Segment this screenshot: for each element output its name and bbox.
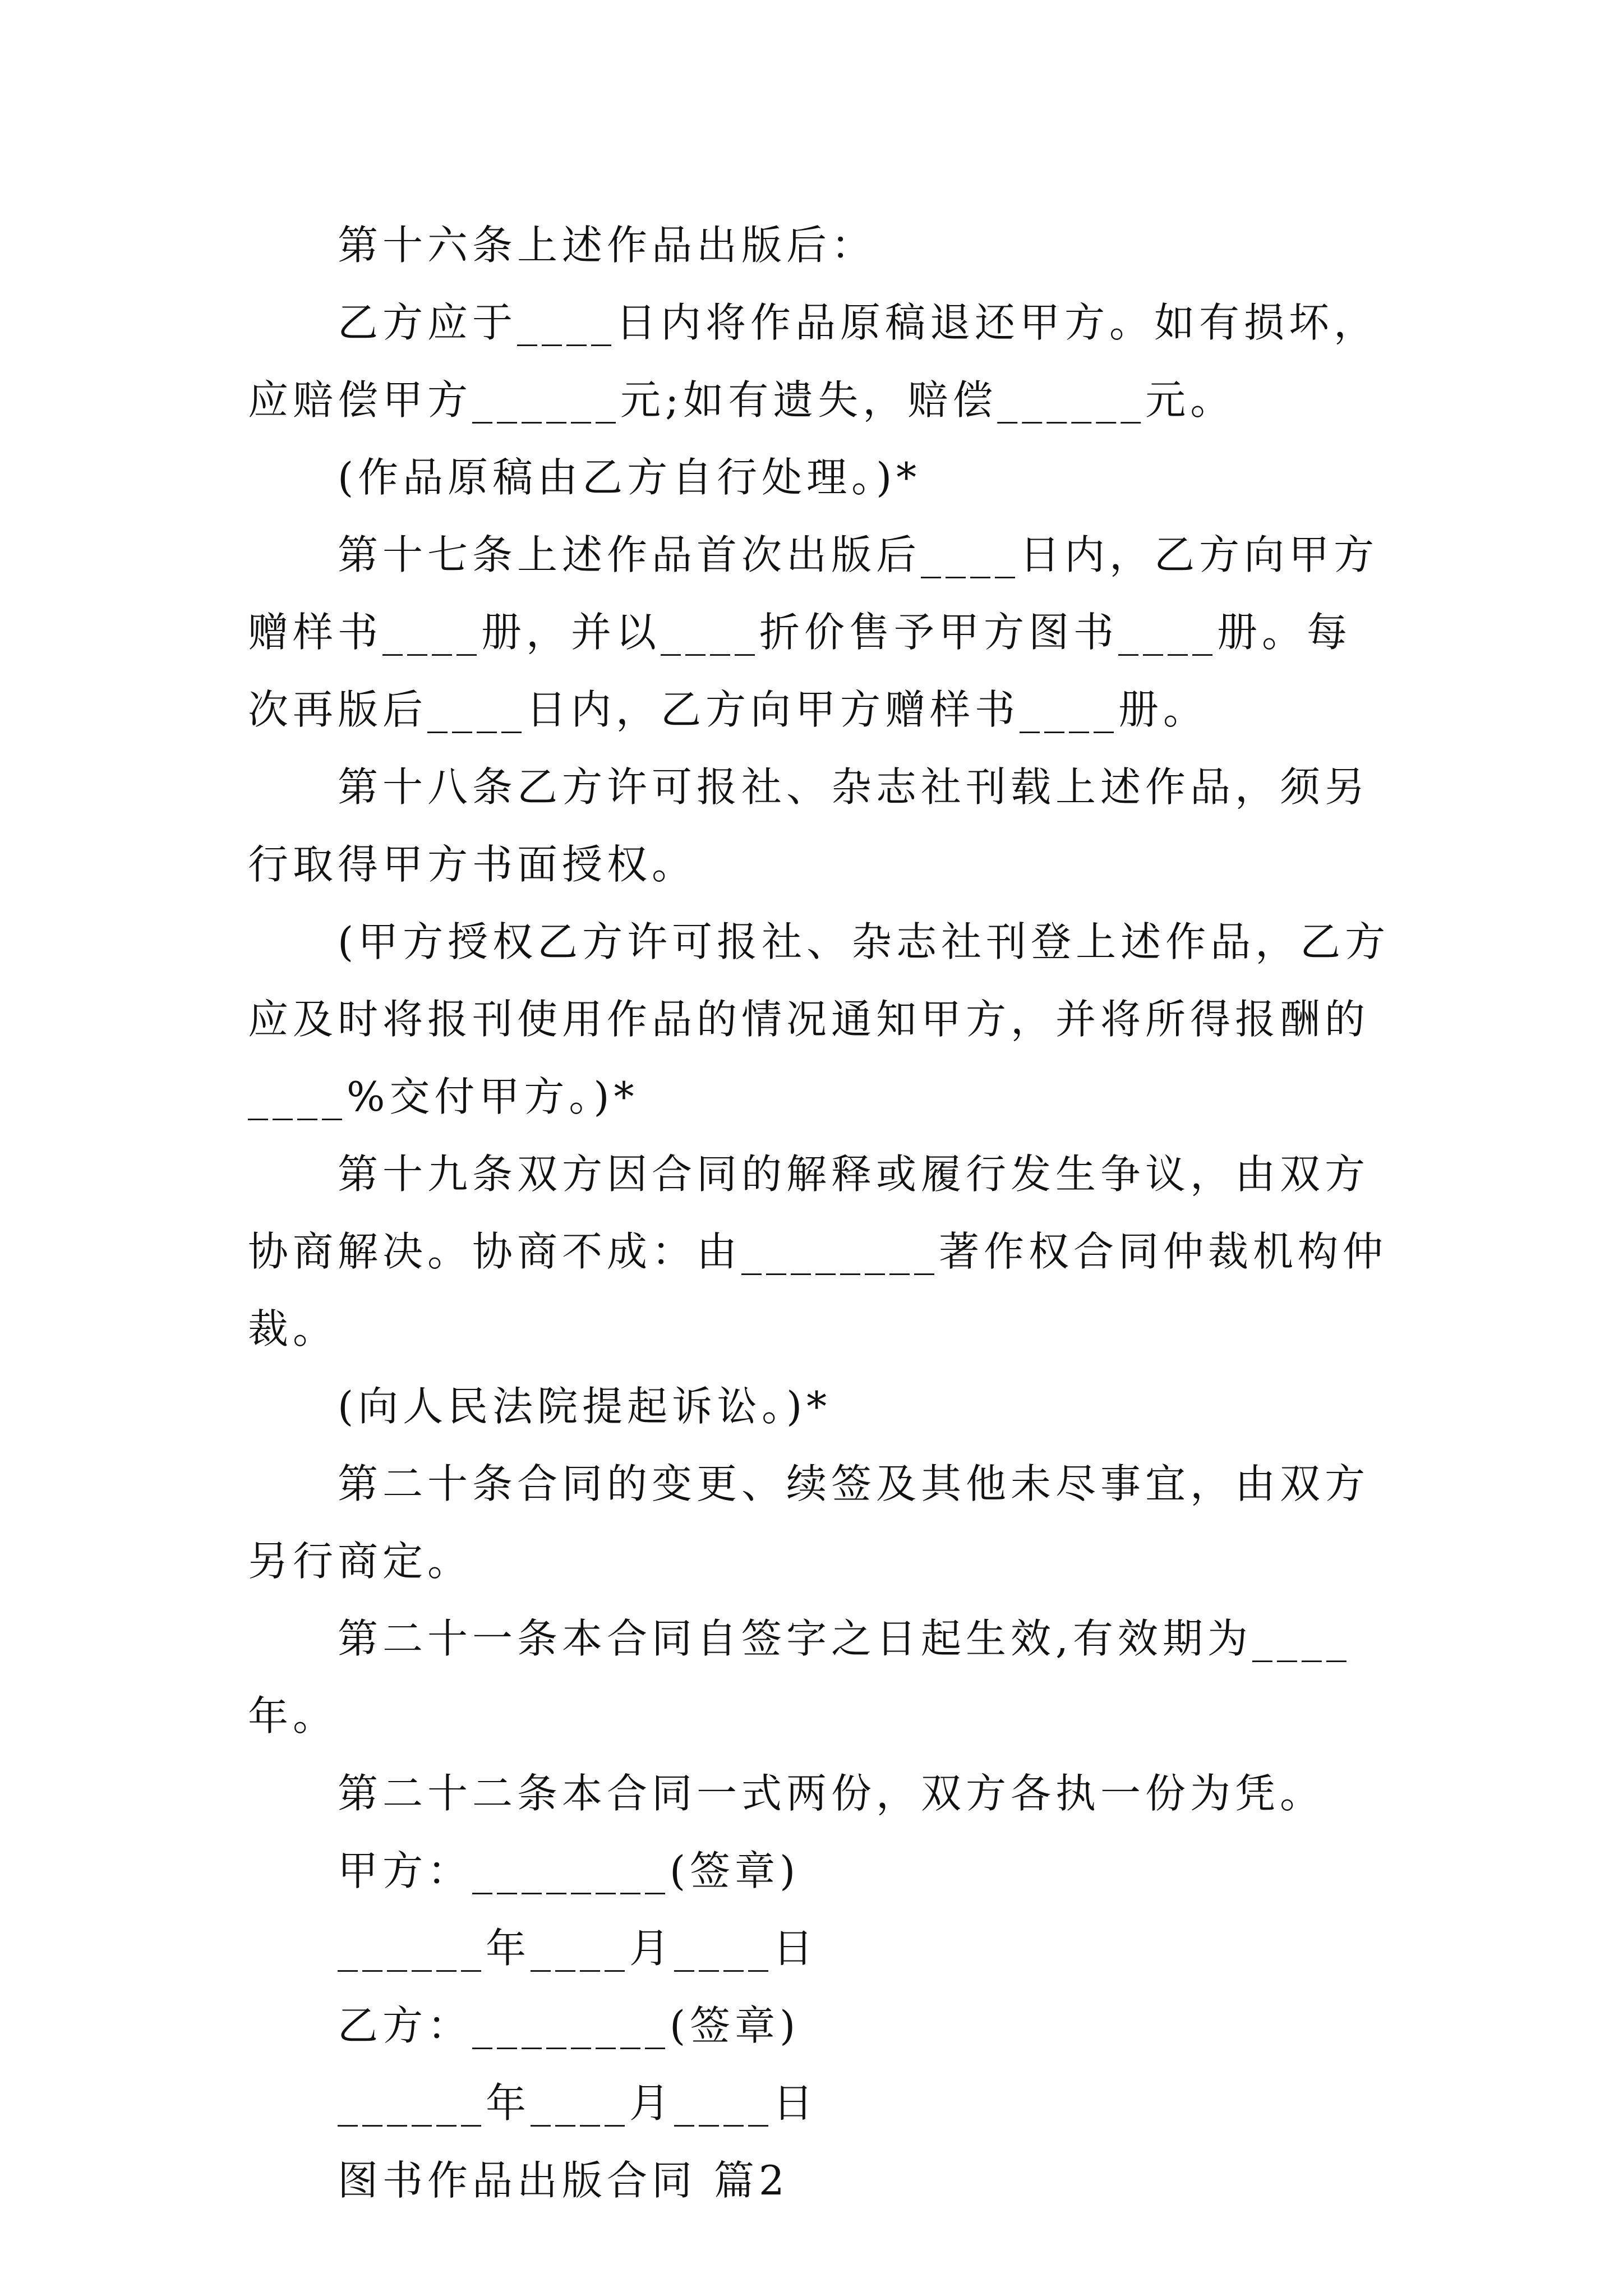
clause-19-dispute: 第十九条双方因合同的解释或履行发生争议，由双方协商解决。协商不成：由________著作权合同仲裁机构仲裁。 bbox=[248, 1151, 1388, 1352]
party-b-signature-line: 乙方：________(签章) bbox=[338, 2002, 800, 2049]
party-b-date-line: ______年____月____日 bbox=[338, 2079, 818, 2127]
next-section-title: 图书作品出版合同 篇2 bbox=[338, 2157, 789, 2204]
clause-21-effective: 第二十一条本合同自签字之日起生效,有效期为____年。 bbox=[248, 1615, 1351, 1740]
lawsuit-optional-note: (向人民法院提起诉讼。)* bbox=[338, 1383, 832, 1430]
clause-18-periodical-license: 第十八条乙方许可报社、杂志社刊载上述作品，须另行取得甲方书面授权。 bbox=[248, 763, 1370, 888]
document-body bbox=[248, 206, 1392, 2219]
clause-17-sample-books: 第十七条上述作品首次出版后____日内，乙方向甲方赠样书____册，并以____折价售予甲方图书____册。每次再版后____日内，乙方向甲方赠样书____册。 bbox=[248, 531, 1379, 733]
party-a-date-line: ______年____月____日 bbox=[338, 1925, 818, 1972]
manuscript-return-clause: 乙方应于____日内将作品原稿退还甲方。如有损坏，应赔偿甲方______元;如有遗失，赔偿______元。 bbox=[248, 299, 1379, 424]
periodical-optional-note: (甲方授权乙方许可报社、杂志社刊登上述作品，乙方应及时将报刊使用作品的情况通知甲方，并将所得报酬的____%交付甲方。)* bbox=[248, 918, 1390, 1120]
manuscript-optional-note: (作品原稿由乙方自行处理。)* bbox=[338, 454, 921, 501]
clause-20-amendment: 第二十条合同的变更、续签及其他未尽事宜，由双方另行商定。 bbox=[248, 1460, 1370, 1585]
party-a-signature-line: 甲方：________(签章) bbox=[338, 1847, 800, 1894]
clause-16-heading: 第十六条上述作品出版后： bbox=[338, 222, 877, 269]
clause-22-copies: 第二十二条本合同一式两份，双方各执一份为凭。 bbox=[338, 1770, 1325, 1817]
